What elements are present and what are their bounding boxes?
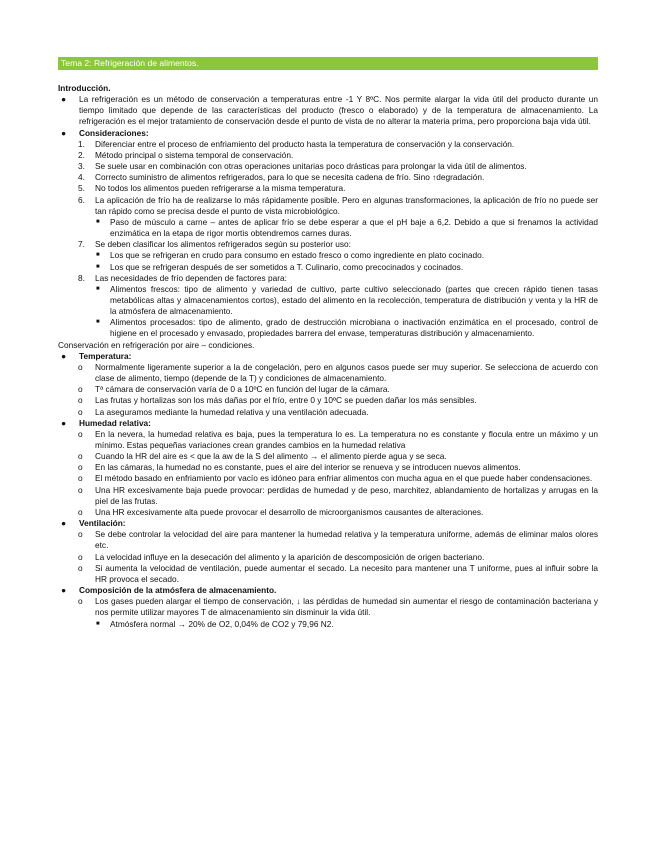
temperature-label: Temperatura: — [79, 350, 132, 361]
list-item — [58, 128, 598, 139]
conservation-heading: Conservación en refrigeración por aire – condiciones. — [58, 339, 255, 350]
list-item: o Una HR excesivamente alta puede provocar el desarrollo de microorganismos causantes de alteraciones. — [58, 507, 598, 518]
numbered-item: 1. Diferenciar entre el proceso de enfriamiento del producto hasta la temperatura de conservación y la conservación. — [78, 138, 515, 149]
bullet-icon: ● — [61, 417, 67, 428]
square-bullet-icon: ■ — [96, 218, 100, 225]
square-bullet-icon: ■ — [96, 252, 100, 259]
section-item — [58, 351, 598, 362]
intro-paragraph: La refrigeración es un método de conservación a temperaturas entre -1 Y 8ºC. Nos permite alargar la vida útil del producto durante un tiempo limitado que depende de las características del producto (fresco o elaborado) y de la temperatura de almacenamiento. La refrigeración es el mejor tratamiento de conservación desde el punto de vista de no alterar la materia prima, pero proporciona baja vida útil. — [79, 94, 598, 127]
list-item: o Si aumenta la velocidad de ventilación, puede aumentar el secado. La necesito para mantener una T uniforme, pues al influir sobre la HR provoca el secado. — [58, 563, 598, 585]
list-item: o Normalmente ligeramente superior a la de congelación, pero en algunos casos puede ser muy superior. Se selecciona de acuerdo con clase de alimento, tiempo (depende de la T) y condiciones de almacenamiento. — [58, 362, 598, 384]
bullet-icon: ● — [61, 518, 67, 529]
list-item: o La aseguramos mediante la humedad relativa y una ventilación adecuada. — [58, 407, 598, 418]
numbered-item: 6. La aplicación de frío ha de realizarse lo más rápidamente posible. Pero en algunas transformaciones, la aplicación de frío no puede ser tan rápido como se precisa desde el punto de vista microbiológico. — [78, 194, 598, 216]
numbered-item: 7. Se deben clasificar los alimentos refrigerados según su posterior uso: — [78, 239, 351, 250]
circle-bullet-icon: o — [78, 529, 83, 540]
list-item: o La velocidad influye en la desecación del alimento y la aparición de descomposición de origen bacteriano. — [58, 552, 598, 563]
sub-item: ■ Paso de músculo a carne – antes de aplicar frío se debe esperar a que el pH baje a 6,2. Debido a que si frenamos la actividad enzimática en la etapa de rigor mortis obtendremos carnes duras. — [58, 217, 598, 239]
circle-bullet-icon: o — [78, 406, 83, 417]
circle-bullet-icon: o — [78, 384, 83, 395]
list-item: o Una HR excesivamente baja puede provocar: perdidas de humedad y de peso, marchitez, ablandamiento de hortalizas y arrugas en la piel de las frutas. — [58, 485, 598, 507]
section-item — [58, 585, 598, 596]
document-page — [58, 57, 598, 630]
bullet-icon: ● — [61, 94, 67, 105]
bullet-icon: ● — [61, 350, 67, 361]
circle-bullet-icon: o — [78, 562, 83, 573]
square-bullet-icon: ■ — [96, 620, 100, 627]
square-bullet-icon: ■ — [96, 263, 100, 270]
list-item: o Tª cámara de conservación varía de 0 a 10ºC en función del lugar de la cámara. — [58, 384, 598, 395]
ventilation-label: Ventilación: — [79, 518, 126, 529]
numbered-item: 5. No todos los alimentos pueden refrigerarse a la misma temperatura. — [78, 183, 346, 194]
circle-bullet-icon: o — [78, 395, 83, 406]
circle-bullet-icon: o — [78, 551, 83, 562]
section-item — [58, 418, 598, 429]
sub-item: ■ Atmósfera normal → 20% de O2, 0,04% de CO2 y 79,96 N2. — [58, 619, 598, 630]
circle-bullet-icon: o — [78, 428, 83, 439]
circle-bullet-icon: o — [78, 484, 83, 495]
circle-bullet-icon: o — [78, 596, 83, 607]
document-title: Tema 2: Refrigeración de alimentos. — [58, 57, 598, 70]
square-bullet-icon: ■ — [96, 319, 100, 326]
humidity-label: Humedad relativa: — [79, 417, 151, 428]
sub-item: ■ Alimentos procesados: tipo de alimento, grado de destrucción microbiana o inactivación enzimática en el procesado, control de higiene en el procesado y envasado, propiedades barrera del envase, temperaturas distribución y almacenamiento. — [58, 317, 598, 339]
sub-item: ■ Los que se refrigeran después de ser sometidos a T. Culinario, como precocinados y cocinados. — [58, 262, 598, 273]
list-item: o Cuando la HR del aire es < que la aw de la S del alimento → el alimento pierde agua y se seca. — [58, 451, 598, 462]
list-item: o En la nevera, la humedad relativa es baja, pues la temperatura lo es. La temperatura no es constante y flocula entre un máximo y un mínimo. Estas pequeñas variaciones crean grandes cambios en la humedad relativa — [58, 429, 598, 451]
numbered-item: 3. Se suele usar en combinación con otras operaciones unitarias poco drásticas para prolongar la vida útil de alimentos. — [78, 161, 527, 172]
considerations-label: Consideraciones: — [79, 127, 149, 138]
circle-bullet-icon: o — [78, 361, 83, 372]
list-item: o En las cámaras, la humedad no es constante, pues el aire del interior se renueva y se introducen nuevos alimentos. — [58, 462, 598, 473]
square-bullet-icon: ■ — [96, 285, 100, 292]
sub-item: ■ Los que se refrigeran en crudo para consumo en estado fresco o como ingrediente en plato cocinado. — [58, 250, 598, 261]
numbered-item: 2. Método principal o sistema temporal de conservación. — [78, 149, 294, 160]
circle-bullet-icon: o — [78, 462, 83, 473]
sub-item: ■ Alimentos frescos: tipo de alimento y variedad de cultivo, parte cultivo seleccionado (partes que crecen rápido tienen tasas metabólicas altas y almacenamientos cortos), estado del alimento en la recolección, temperatura de distribución y venta y la HR de la atmósfera de almacenamiento. — [58, 284, 598, 317]
list-item — [58, 94, 598, 127]
bullet-icon: ● — [61, 585, 67, 596]
circle-bullet-icon: o — [78, 506, 83, 517]
numbered-item: 8. Las necesidades de frío dependen de factores para: — [78, 272, 287, 283]
circle-bullet-icon: o — [78, 473, 83, 484]
list-item: o El método basado en enfriamiento por vacío es idóneo para enfriar alimentos con mucha agua en el que puede haber condensaciones. — [58, 473, 598, 484]
atmosphere-label: Composición de la atmósfera de almacenamiento. — [79, 585, 277, 596]
intro-heading: Introducción. — [58, 83, 111, 93]
list-item: o Las frutas y hortalizas son los más dañas por el frío, entre 0 y 10ºC se pueden dañar los más sensibles. — [58, 395, 598, 406]
list-item: o Se debe controlar la velocidad del aire para mantener la humedad relativa y la temperatura uniforme, además de eliminar malos olores etc. — [58, 529, 598, 551]
section-item — [58, 518, 598, 529]
numbered-item: 4. Correcto suministro de alimentos refrigerados, para lo que se necesita cadena de frío. Sino ↑degradación. — [78, 172, 485, 183]
list-item: o Los gases pueden alargar el tiempo de conservación, ↓ las pérdidas de humedad sin aumentar el riesgo de contaminación bacteriana y nos permite utilizar mayores T de almacenamiento sin disminuir la vida útil. — [58, 596, 598, 618]
circle-bullet-icon: o — [78, 451, 83, 462]
bullet-icon: ● — [61, 127, 67, 138]
